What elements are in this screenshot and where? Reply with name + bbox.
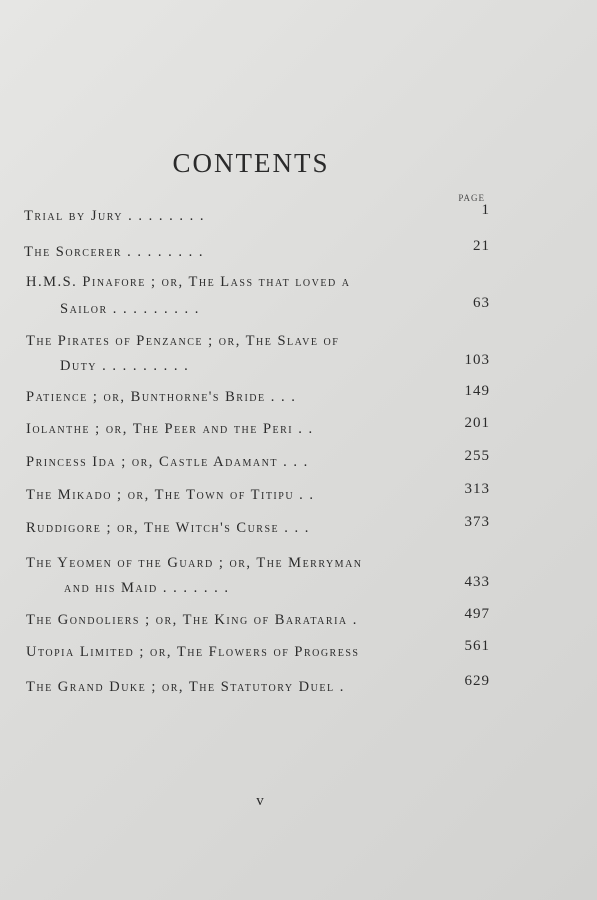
contents-entry-page: 1	[481, 202, 490, 218]
contents-entry-page: 433	[464, 574, 490, 590]
contents-entry-continuation: Sailor . . . . . . . . .	[60, 301, 200, 317]
contents-entry-page: 201	[464, 415, 490, 431]
contents-entry-page: 629	[464, 673, 490, 689]
contents-entry-title: The Mikado ; or, The Town of Titipu . .	[26, 487, 315, 503]
contents-entry-title: Ruddigore ; or, The Witch's Curse . . .	[26, 520, 310, 536]
contents-entry-page: 313	[464, 481, 490, 497]
contents-entry-page: 497	[464, 606, 490, 622]
page-title: CONTENTS	[172, 148, 330, 178]
folio-number: v	[256, 793, 264, 809]
page-column-heading: PAGE	[458, 193, 485, 203]
contents-entry-continuation: Duty . . . . . . . . .	[60, 358, 190, 374]
contents-entry-title: Trial by Jury . . . . . . . .	[24, 208, 206, 224]
contents-entry-page: 255	[464, 448, 490, 464]
contents-entry-page: 561	[464, 638, 490, 654]
contents-entry-title: The Pirates of Penzance ; or, The Slave of	[26, 333, 340, 349]
contents-entry-title: Iolanthe ; or, The Peer and the Peri . .	[26, 421, 314, 437]
contents-entry-title: Princess Ida ; or, Castle Adamant . . .	[26, 454, 309, 470]
contents-entry-title: Patience ; or, Bunthorne's Bride . . .	[26, 389, 297, 405]
contents-entry-page: 373	[464, 514, 490, 530]
contents-entry-page: 103	[464, 352, 490, 368]
contents-entry-page: 21	[473, 238, 490, 254]
contents-entry-title: Utopia Limited ; or, The Flowers of Progress	[26, 644, 360, 660]
contents-entry-title: H.M.S. Pinafore ; or, The Lass that loved a	[26, 274, 351, 290]
contents-entry-title: The Sorcerer . . . . . . . .	[24, 244, 204, 260]
contents-entry-title: The Gondoliers ; or, The King of Barataria .	[26, 612, 358, 628]
contents-entry-page: 63	[473, 295, 490, 311]
contents-entry-page: 149	[464, 383, 490, 399]
contents-entry-title: The Yeomen of the Guard ; or, The Merryman	[26, 555, 363, 571]
contents-entry-continuation: and his Maid . . . . . . .	[64, 580, 230, 596]
contents-entry-title: The Grand Duke ; or, The Statutory Duel .	[26, 679, 345, 695]
